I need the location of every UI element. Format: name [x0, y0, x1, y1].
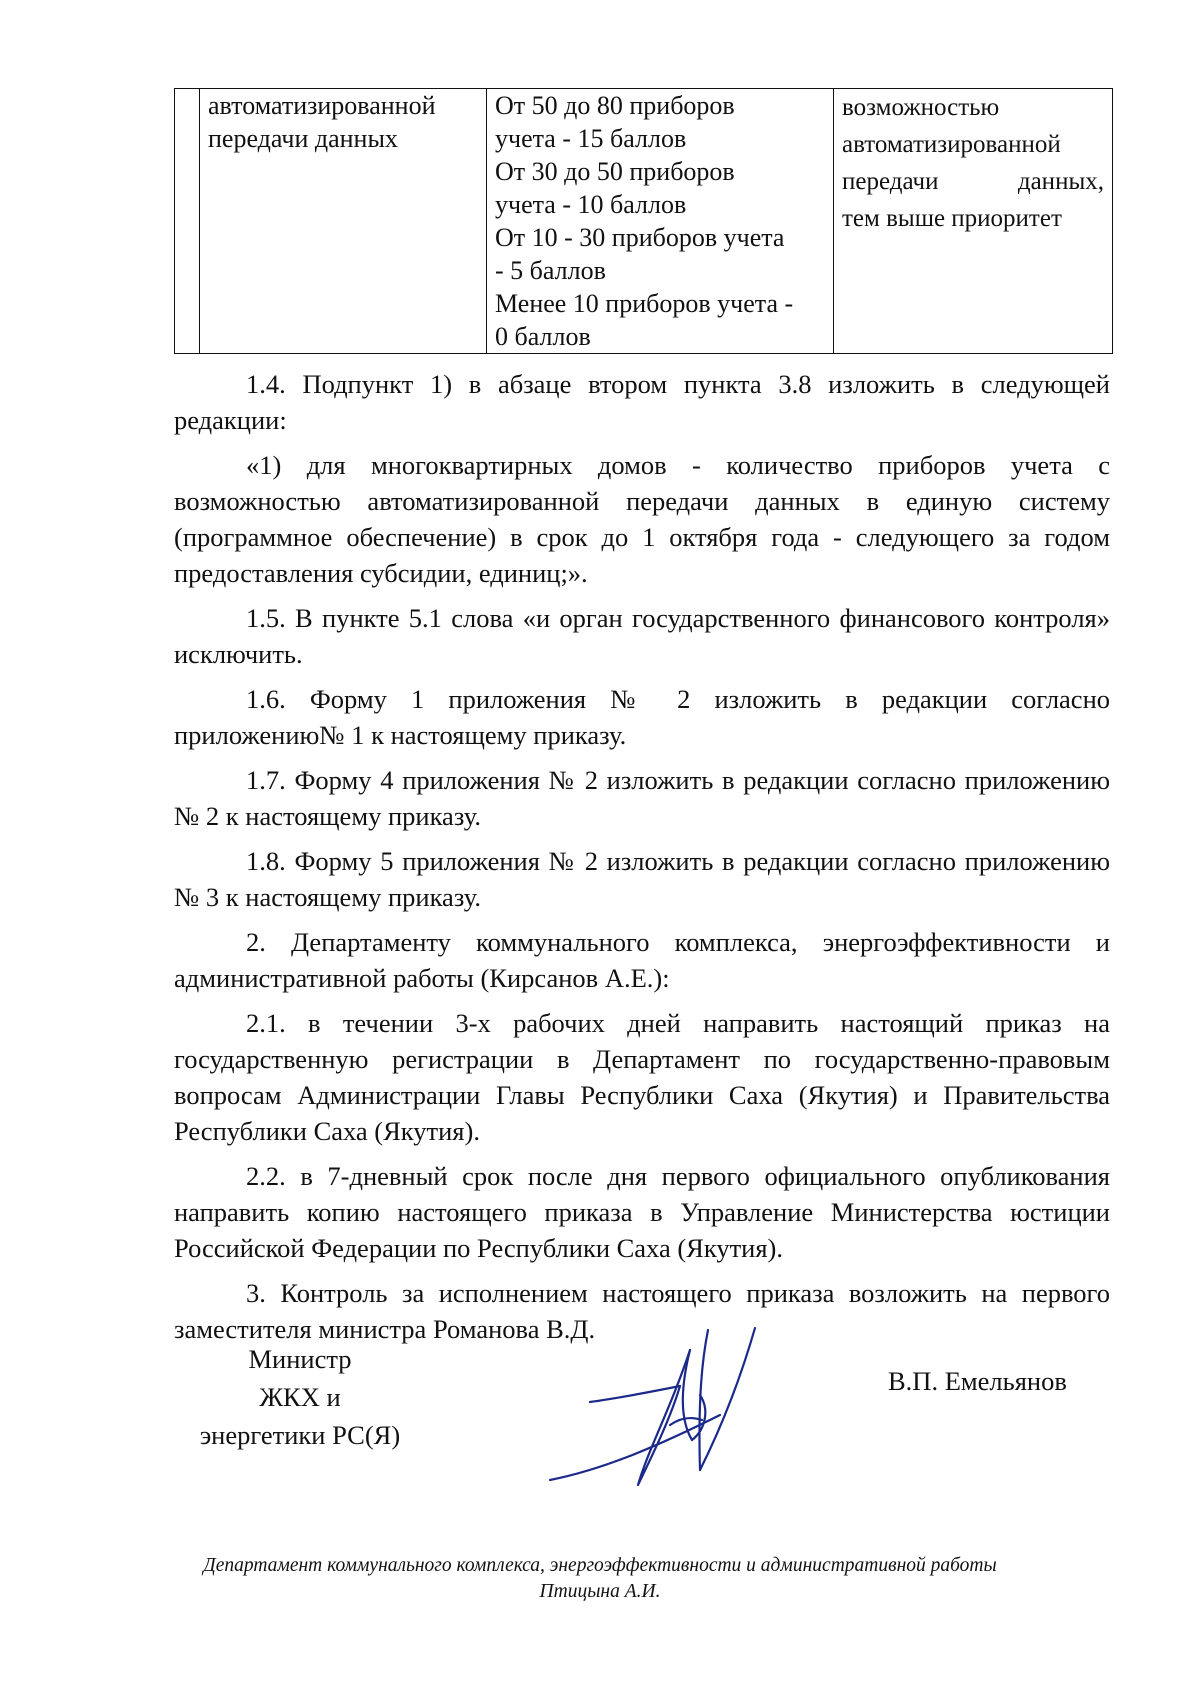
- document-body: [174, 366, 1110, 1356]
- paragraph-quote: «1) для многоквартирных домов - количество приборов учета с возможностью автоматизированной передачи данных в единую систему (программное обеспечение) в срок до 1 октября года - следующего за годом предоставления субсидии, единиц;».: [174, 450, 1110, 588]
- table-text-line: передачи данных: [208, 124, 398, 153]
- signatory-title-line: энергетики РС(Я): [199, 1420, 401, 1450]
- paragraph-1-4: 1.4. Подпункт 1) в абзаце втором пункта 3.8 изложить в следующей редакции:: [174, 369, 1110, 435]
- table-cell-scores: [487, 89, 834, 354]
- signatory-title-line: ЖКХ и: [259, 1382, 341, 1412]
- footer-executor-name: Птицына А.И.: [539, 1581, 661, 1602]
- table-text-line: автоматизированной: [842, 131, 1061, 158]
- table-text-line: передачи данных,: [842, 168, 1104, 195]
- table-text-line: тем выше приоритет: [842, 205, 1062, 232]
- table-row: [175, 89, 1113, 354]
- paragraph-1-6: 1.6. Форму 1 приложения № 2 изложить в редакции согласно приложению№ 1 к настоящему приказу.: [174, 684, 1110, 750]
- signatory-name: В.П. Емельянов: [888, 1366, 1067, 1396]
- table-cell-note: [834, 89, 1113, 354]
- table-text-line: От 10 - 30 приборов учета: [495, 223, 785, 252]
- table-text-line: 0 баллов: [495, 322, 591, 351]
- table-text-line: возможностью: [842, 94, 1000, 121]
- paragraph-1-7: 1.7. Форму 4 приложения № 2 изложить в редакции согласно приложению № 2 к настоящему приказу.: [174, 765, 1110, 831]
- table-text-line: автоматизированной: [208, 91, 436, 120]
- handwritten-signature: [530, 1320, 800, 1500]
- footer-department: Департамент коммунального комплекса, энергоэффективности и административной работы: [203, 1555, 997, 1576]
- table-text-line: Менее 10 приборов учета -: [495, 289, 794, 318]
- paragraph-1-5: 1.5. В пункте 5.1 слова «и орган государственного финансового контроля» исключить.: [174, 603, 1110, 669]
- table-cell-criterion: [200, 89, 487, 354]
- paragraph-2-1: 2.1. в течении 3-х рабочих дней направить настоящий приказ на государственную регистрации в Департамент по государственно-правовым вопросам Администрации Главы Республики Саха (Якутия) и Правительства Республики Саха (Якутия).: [174, 1008, 1110, 1146]
- criteria-table-fragment: [174, 88, 1113, 354]
- paragraph-2-2: 2.2. в 7-дневный срок после дня первого официального опубликования направить копию настоящего приказа в Управление Министерства юстиции Российской Федерации по Республики Саха (Якутия).: [174, 1161, 1110, 1263]
- footer-executor: [0, 1553, 1200, 1605]
- table-text-line: От 50 до 80 приборов: [495, 91, 735, 120]
- table-text-line: От 30 до 50 приборов: [495, 157, 735, 186]
- paragraph-3: 3. Контроль за исполнением настоящего приказа возложить на первого заместителя министра Романова В.Д.: [174, 1278, 1110, 1344]
- signatory-title: [180, 1340, 420, 1454]
- paragraph-2: 2. Департаменту коммунального комплекса, энергоэффективности и административной работы (Кирсанов А.Е.):: [174, 927, 1110, 993]
- table-cell-number: [175, 89, 200, 354]
- signatory-title-line: Министр: [248, 1344, 352, 1374]
- paragraph-1-8: 1.8. Форму 5 приложения № 2 изложить в редакции согласно приложению № 3 к настоящему приказу.: [174, 846, 1110, 912]
- table-text-line: учета - 10 баллов: [495, 190, 687, 219]
- table-text-line: - 5 баллов: [495, 256, 606, 285]
- table-text-line: учета - 15 баллов: [495, 124, 687, 153]
